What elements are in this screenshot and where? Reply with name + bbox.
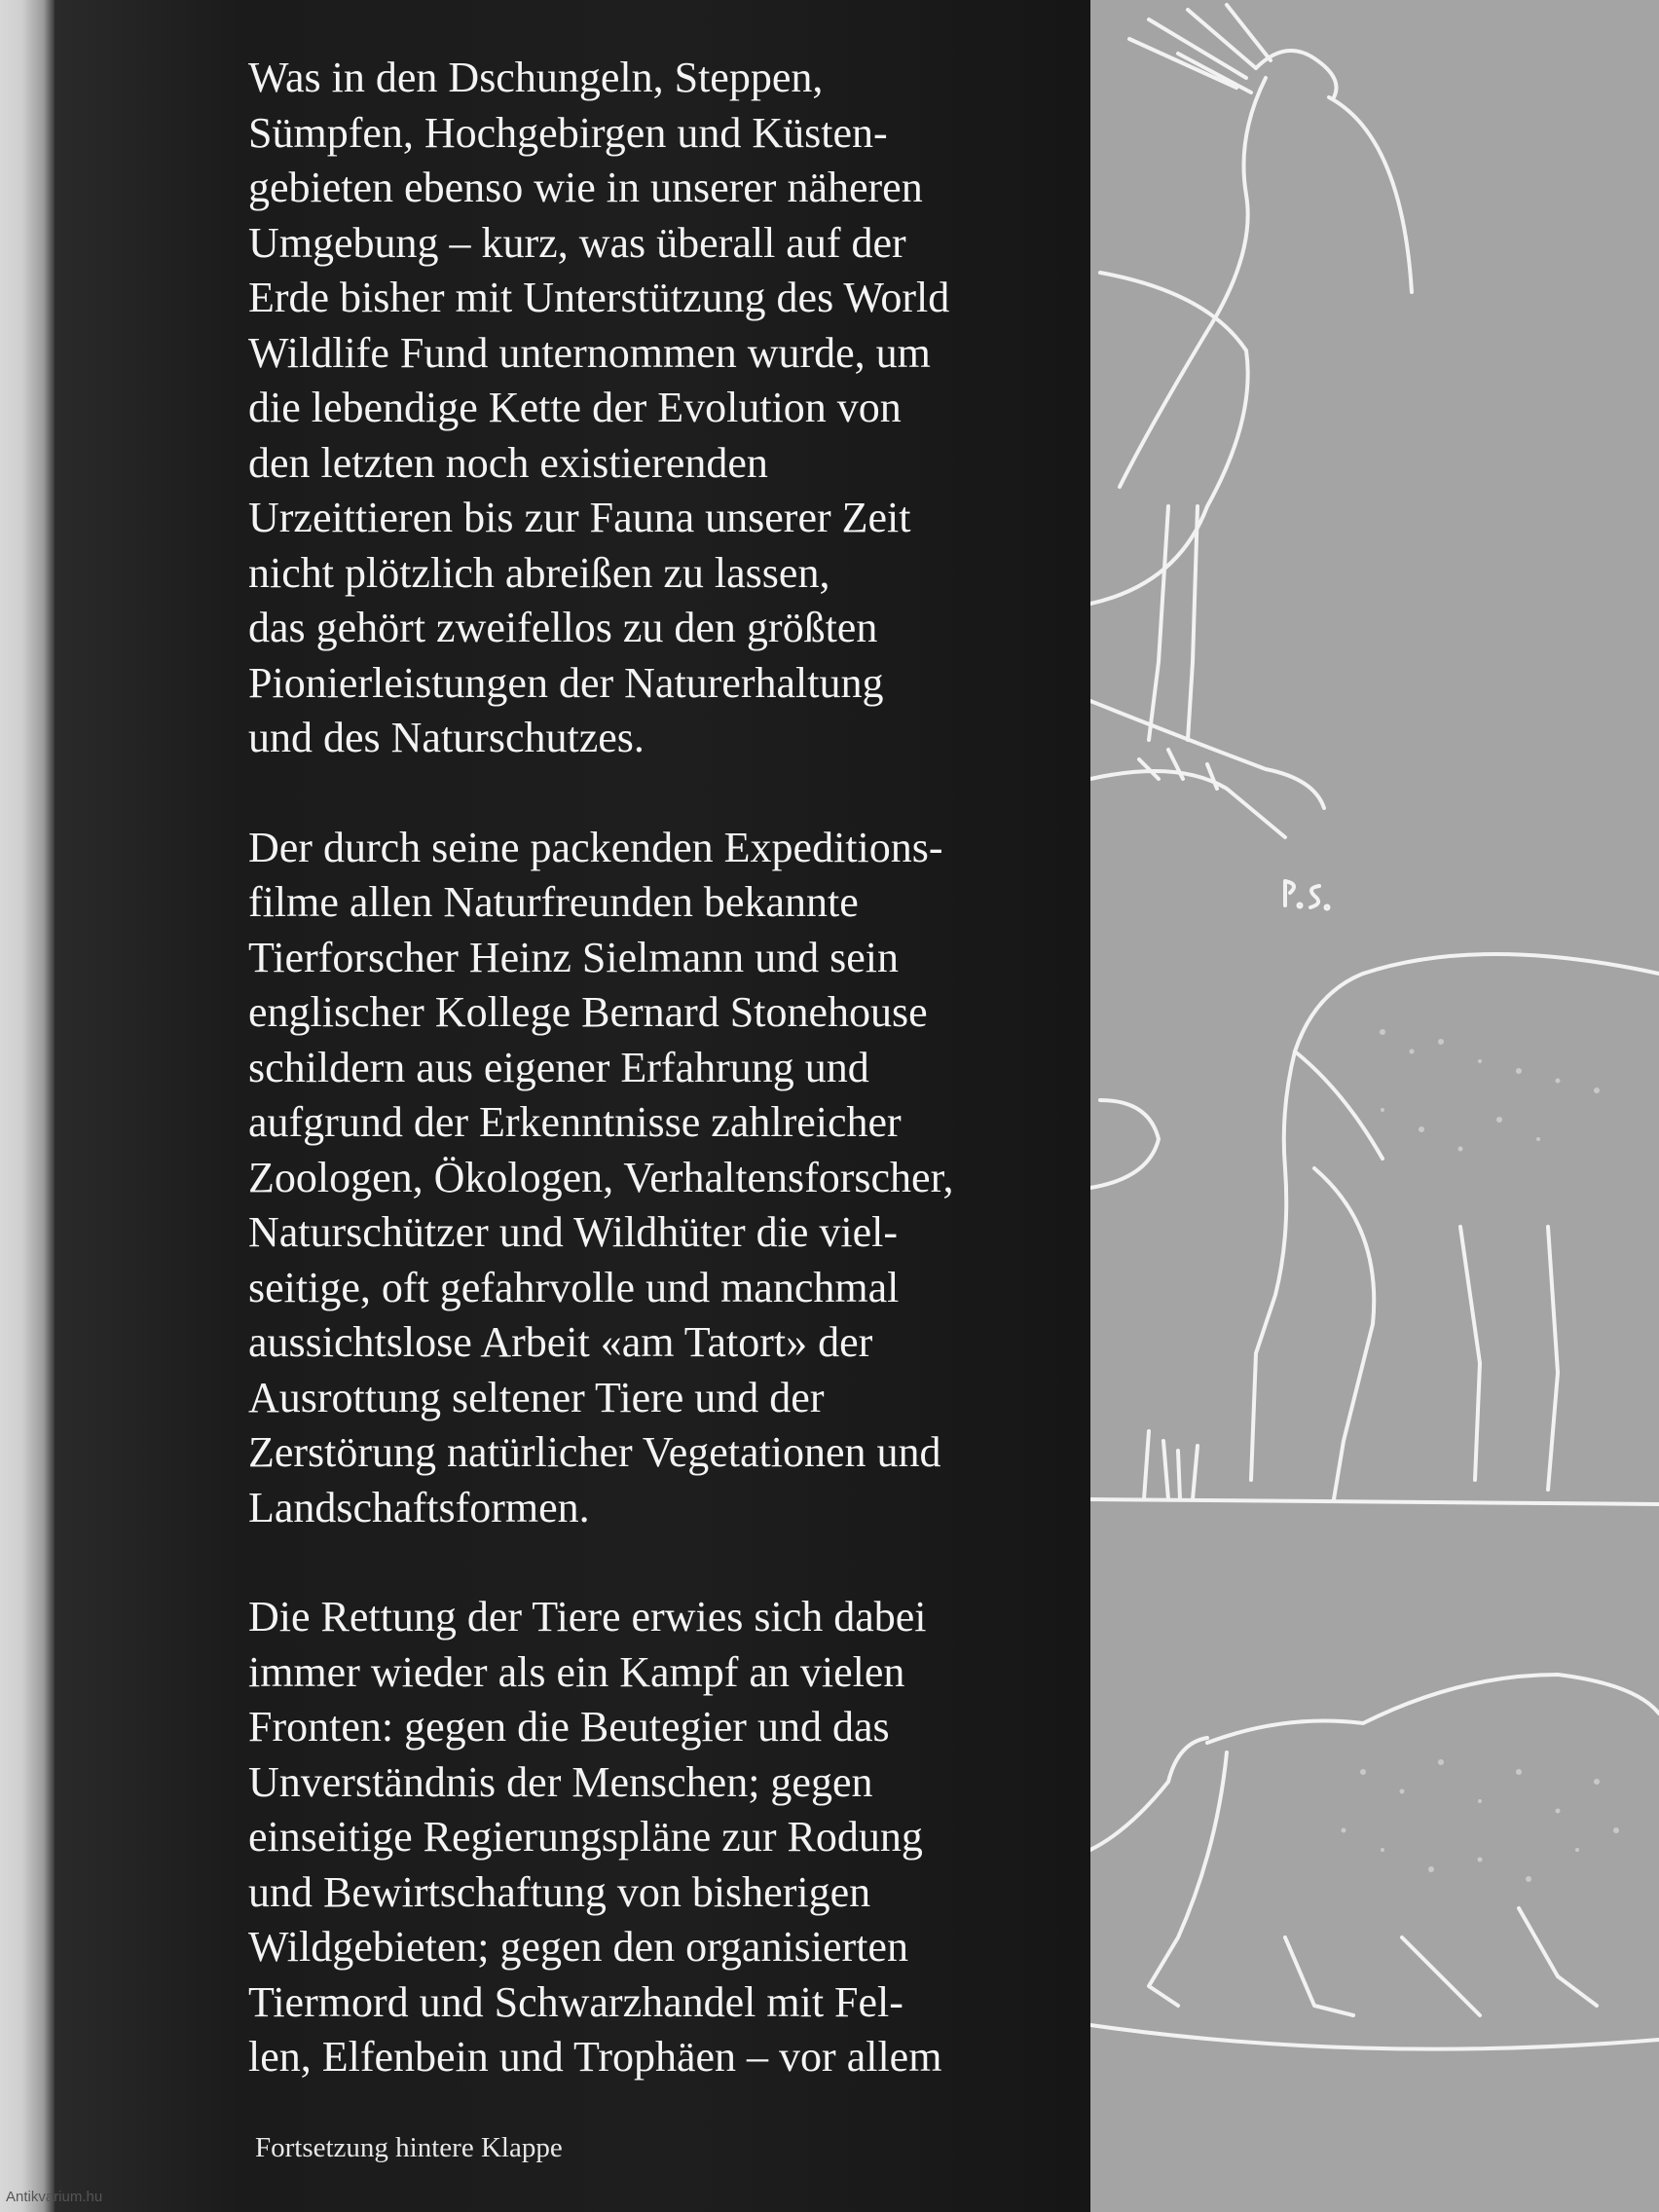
signature-ps [1285,881,1329,909]
animal-sketches [1090,0,1659,2212]
watermark: Antikvarium.hu [6,2189,103,2205]
bison-sketch [1090,1675,1659,2049]
ibis-sketch [1090,5,1412,837]
antelope-sketch [1090,954,1659,1504]
continuation-note: Fortsetzung hintere Klappe [255,2132,563,2163]
body-text [248,51,988,2085]
paragraph-1: Was in den Dschungeln, Steppen, Sümpfen, Hochgebirgen und Küsten- gebieten ebenso wie in unserer näheren Umgebung – kurz, was überall auf der Erde bisher mit Unterstützung des World Wildlife Fund unternommen wurde, um die lebendige Kette der Evolution von den letzten noch existierenden Urzeittieren bis zur Fauna unserer Zeit nicht plötzlich abreißen zu lassen, das gehört zweifellos zu den größten Pionierleistungen der Naturerhaltung und des Naturschutzes. [248,54,950,761]
illustration-panel [1090,0,1659,2212]
book-page-edge [0,0,55,2212]
paragraph-2: Der durch seine packenden Expeditions- filme allen Naturfreunden bekannte Tierforscher Heinz Sielmann und sein englischer Kollege Bernard Stonehouse schildern aus eigener Erfahrung und aufgrund der Erkenntnisse zahlreicher Zoologen, Ökologen, Verhaltensforscher, Naturschützer und Wildhüter die viel- seitige, oft gefahrvolle und manchmal aussichtslose Arbeit «am Tatort» der Ausrottung seltener Tiere und der Zerstörung natürlicher Vegetationen und Landschaftsformen. [248,823,954,1531]
paragraph-3: Die Rettung der Tiere erwies sich dabei immer wieder als ein Kampf an vielen Fronten: gegen die Beutegier und das Unverständnis der Menschen; gegen einseitige Regierungspläne zur Rodung und Bewirtschaftung von bisherigen Wildgebieten; gegen den organisierten Tiermord und Schwarzhandel mit Fel- len, Elfenbein und Trophäen – vor allem [248,1593,942,2081]
